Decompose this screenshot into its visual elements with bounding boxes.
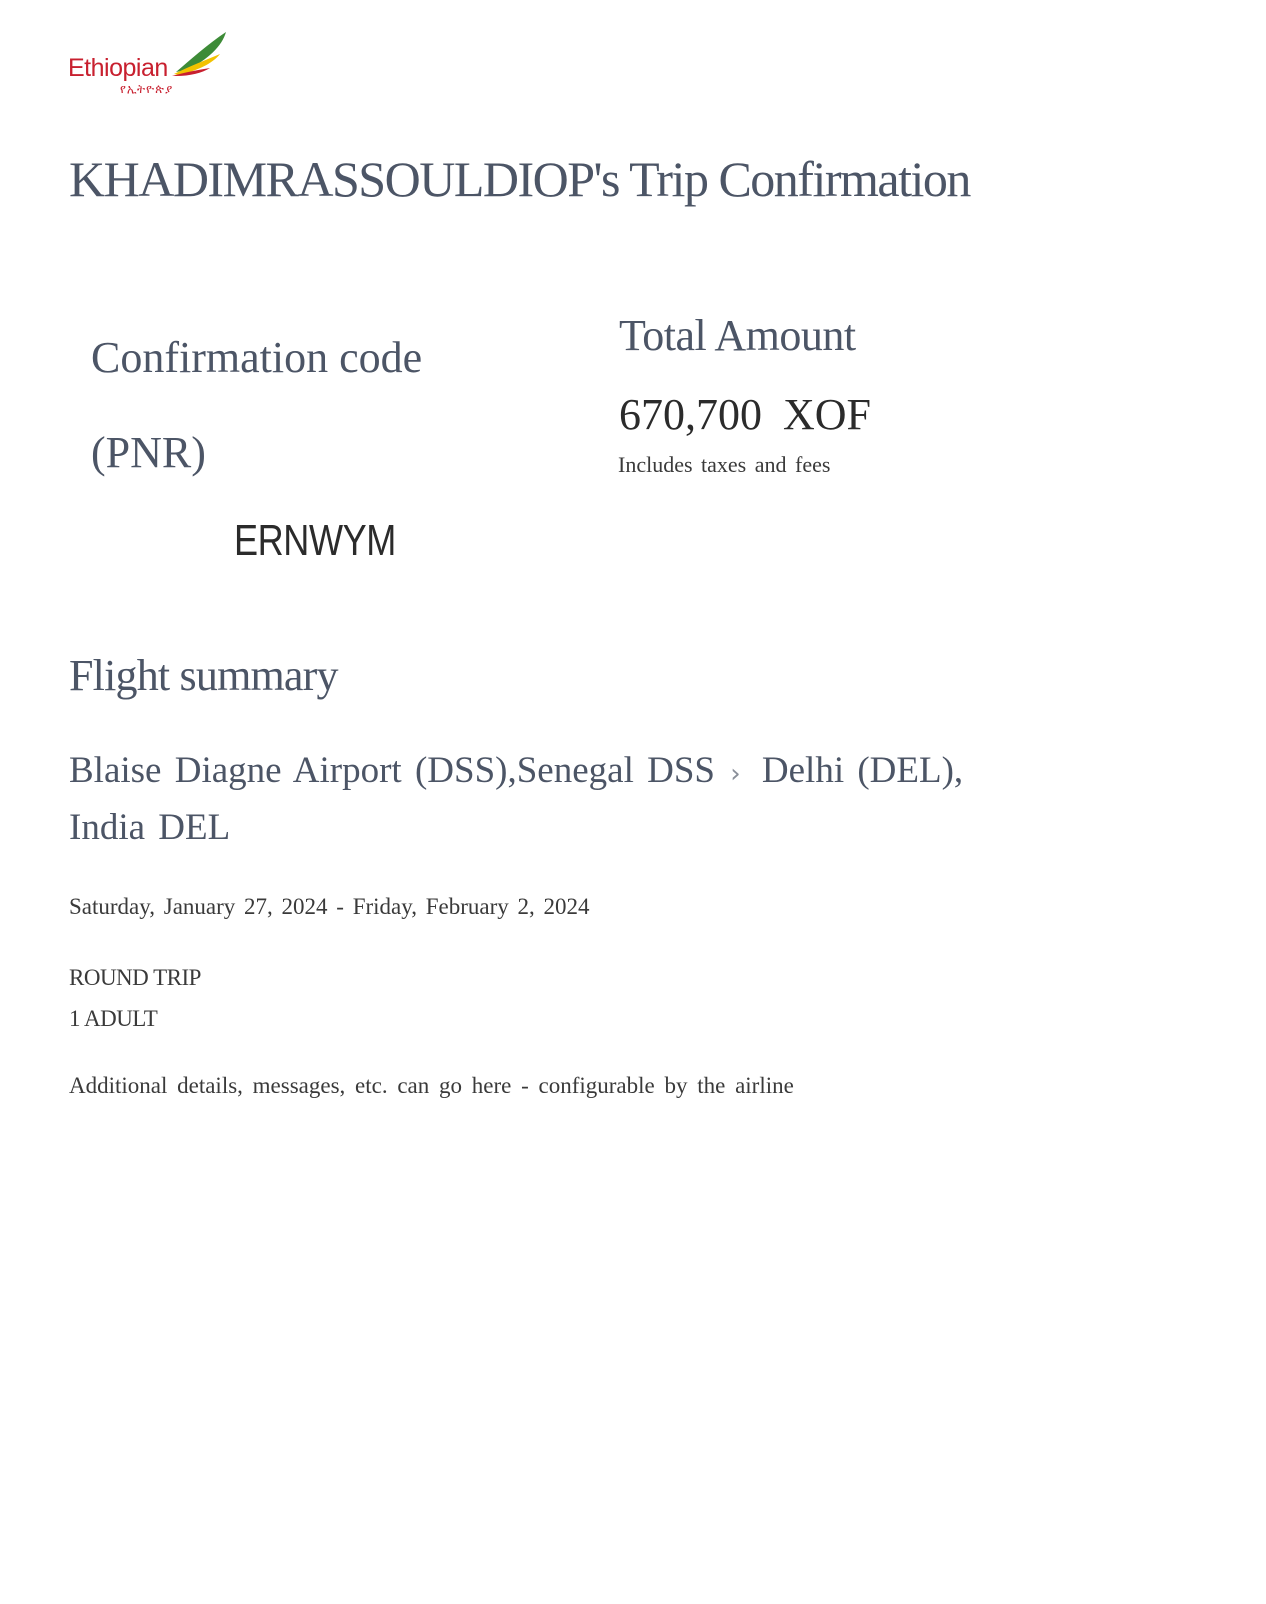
total-amount-value: 670,700 XOF: [619, 390, 872, 439]
chevron-right-icon: ›: [730, 759, 741, 789]
wing-logo-icon: [172, 30, 228, 76]
logo-amharic-wordmark: የኢትዮጵያ: [120, 82, 174, 96]
total-amount-note: Includes taxes and fees: [618, 452, 831, 477]
flight-route: [69, 744, 1049, 855]
route-destination: Delhi (DEL), India DEL: [69, 750, 964, 848]
confirmation-code-label: Confirmation code (PNR): [91, 333, 423, 477]
ethiopian-logo: [68, 30, 228, 104]
travel-dates: Saturday, January 27, 2024 - Friday, February 2, 2024: [69, 894, 590, 919]
logo-wordmark: Ethiopian: [68, 54, 168, 82]
confirmation-code-value: ERNWYM: [234, 516, 396, 565]
flight-summary-heading: Flight summary: [69, 651, 338, 700]
additional-details: Additional details, messages, etc. can go here - configurable by the airline: [69, 1073, 794, 1098]
page-title: KHADIMRASSOULDIOP's Trip Confirmation: [69, 151, 970, 207]
total-amount-label: Total Amount: [619, 311, 856, 360]
route-origin: Blaise Diagne Airport (DSS),Senegal DSS: [69, 750, 715, 791]
passenger-count: 1 ADULT: [69, 1006, 158, 1031]
trip-type: ROUND TRIP: [69, 965, 201, 990]
